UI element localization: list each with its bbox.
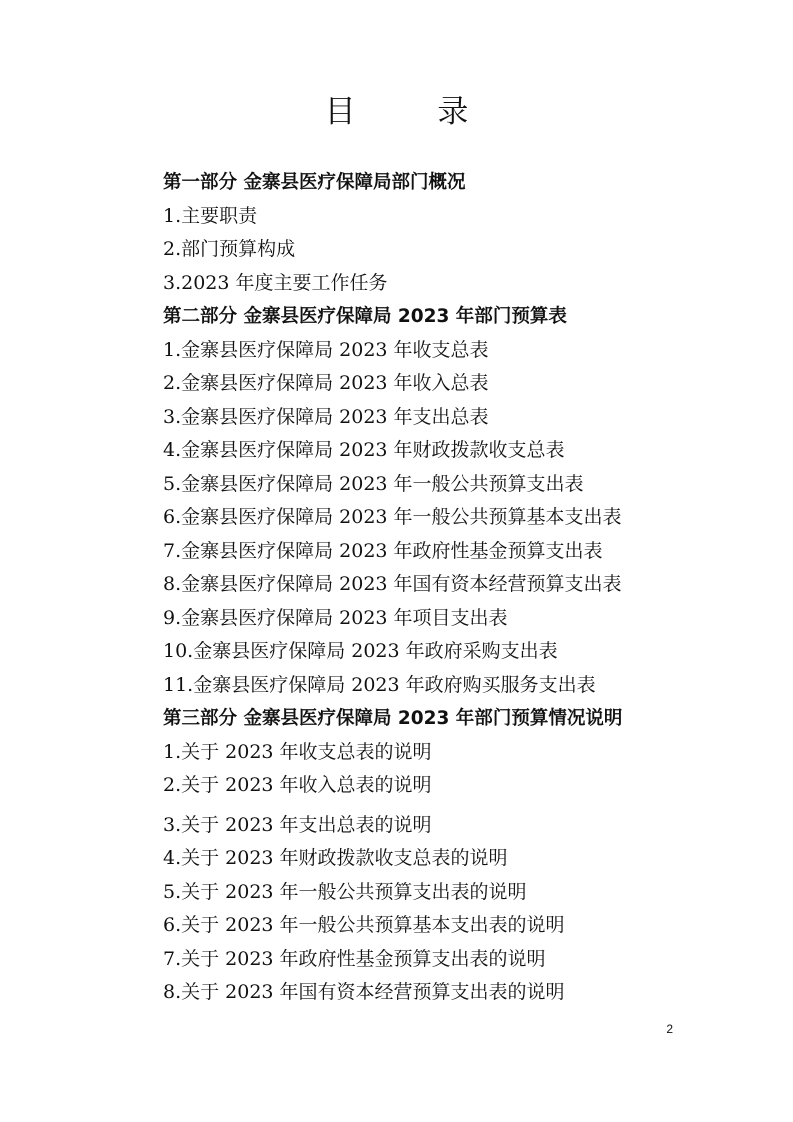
toc-section-2: 第二部分 金寨县医疗保障局 2023 年部门预算表 [163,306,567,327]
toc-section-3: 第三部分 金寨县医疗保障局 2023 年部门预算情况说明 [163,708,623,729]
toc-item-3-6: 6.关于 2023 年一般公共预算基本支出表的说明 [163,914,565,936]
toc-item-1-3: 3.2023 年度主要工作任务 [163,271,388,294]
toc-item-2-1: 1.金寨县医疗保障局 2023 年收支总表 [163,338,489,361]
toc-item-3-8: 8.关于 2023 年国有资本经营预算支出表的说明 [163,981,565,1003]
toc-item-2-11: 11.金寨县医疗保障局 2023 年政府购买服务支出表 [163,673,596,696]
table-of-contents [163,166,723,1010]
toc-item-2-9: 9.金寨县医疗保障局 2023 年项目支出表 [163,606,508,629]
toc-item-2-7: 7.金寨县医疗保障局 2023 年政府性基金预算支出表 [163,539,603,562]
toc-item-3-3: 3.关于 2023 年支出总表的说明 [163,813,432,836]
toc-item-2-10: 10.金寨县医疗保障局 2023 年政府采购支出表 [163,640,558,662]
toc-section-1: 第一部分 金寨县医疗保障局部门概况 [163,172,466,193]
toc-item-2-4: 4.金寨县医疗保障局 2023 年财政拨款收支总表 [163,439,565,461]
toc-item-1-1: 1.主要职责 [163,204,258,227]
toc-item-3-7: 7.关于 2023 年政府性基金预算支出表的说明 [163,947,546,970]
toc-item-1-2: 2.部门预算构成 [163,238,296,260]
page-title: 目 录 [324,94,505,130]
toc-item-3-4: 4.关于 2023 年财政拨款收支总表的说明 [163,847,508,869]
toc-item-2-2: 2.金寨县医疗保障局 2023 年收入总表 [163,372,489,394]
toc-item-2-5: 5.金寨县医疗保障局 2023 年一般公共预算支出表 [163,472,584,495]
page-number: 2 [666,1022,673,1036]
toc-item-3-5: 5.关于 2023 年一般公共预算支出表的说明 [163,880,527,903]
toc-item-2-6: 6.金寨县医疗保障局 2023 年一般公共预算基本支出表 [163,506,622,528]
toc-item-2-8: 8.金寨县医疗保障局 2023 年国有资本经营预算支出表 [163,573,622,595]
toc-item-2-3: 3.金寨县医疗保障局 2023 年支出总表 [163,405,489,428]
toc-item-3-1: 1.关于 2023 年收支总表的说明 [163,740,432,763]
toc-item-3-2: 2.关于 2023 年收入总表的说明 [163,774,432,796]
